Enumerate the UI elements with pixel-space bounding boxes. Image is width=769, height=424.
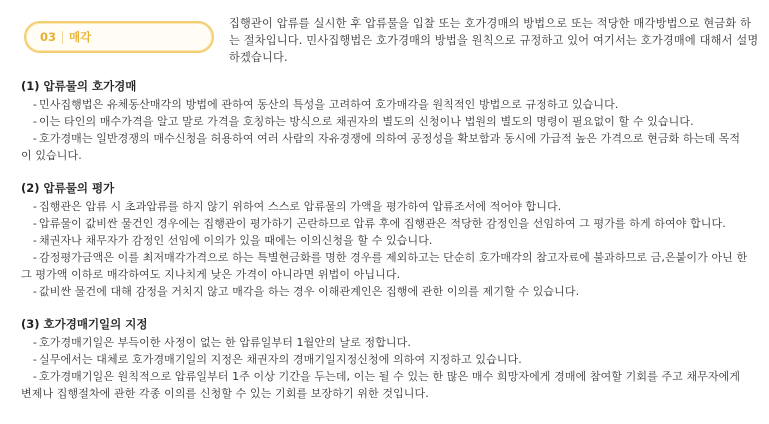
section-auction-date — [21, 316, 749, 402]
list-item: - 압류물이 값비싼 물건인 경우에는 집행관이 평가하기 곤란하므로 압류 후에 집행관은 적당한 감정인을 선임하여 그 평가를 하게 하여야 합니다. — [32, 217, 726, 230]
list-item: - 실무에서는 대체로 호가경매기일의 지정은 채권자의 경매기일지정신청에 의하여 지정하고 있습니다. — [32, 353, 522, 366]
subsection-title: (3) 호가경매기일의 지정 — [21, 317, 148, 331]
list-item: - 집행관은 압류 시 초과압류를 하지 않기 위하여 스스로 압류물의 가액을 평가하여 압류조서에 적어야 합니다. — [32, 200, 562, 213]
subsection-title: (1) 압류물의 호가경매 — [21, 79, 137, 93]
section-auction — [21, 78, 749, 164]
section-number: 03 — [40, 30, 57, 44]
section-badge — [24, 21, 214, 53]
section-title: 매각 — [69, 30, 92, 44]
subsection-title: (2) 압류물의 평가 — [21, 181, 115, 195]
list-item: - 민사집행법은 유체동산매각의 방법에 관하여 동산의 특성을 고려하여 호가매각을 원칙적인 방법으로 규정하고 있습니다. — [32, 98, 619, 111]
list-item: - 호가경매기일은 원칙적으로 압류일부터 1주 이상 기간을 두는데, 이는 될 수 있는 한 많은 매수 희망자에게 경매에 참여할 기회를 주고 채무자에게 변제나 집행절차에 관한 각종 이의를 신청할 수 있는 기회를 보장하기 위한 것입니다. — [21, 370, 741, 400]
badge-divider — [62, 31, 63, 44]
content-body — [21, 78, 749, 418]
list-item: - 호가경매는 일반경쟁의 매수신청을 허용하여 여러 사람의 자유경쟁에 의하여 공정성을 확보함과 동시에 가급적 높은 가격으로 현금화 하는데 목적이 있습니다. — [21, 132, 741, 162]
intro-paragraph: 집행관이 압류를 실시한 후 압류물을 입찰 또는 호가경매의 방법으로 또는 적당한 매각방법으로 현금화 하는 절차입니다. 민사집행법은 호가경매의 방법을 원칙으로 규정하고 있어 여기서는 호가경매에 대해서 설명하겠습니다. — [229, 17, 759, 64]
list-item: - 감정평가금액은 이를 최저매각가격으로 하는 특별현금화를 명한 경우를 제외하고는 단순히 호가매각의 참고자료에 불과하므로 금,은붙이가 아닌 한 그 평가액 이하로 매각하여도 지나치게 낮은 가격이 아니라면 위법이 아닙니다. — [21, 251, 748, 281]
list-item: - 채권자나 채무자가 감정인 선임에 이의가 있을 때에는 이의신청을 할 수 있습니다. — [32, 234, 433, 247]
list-item: - 이는 타인의 매수가격을 알고 말로 가격을 호칭하는 방식으로 채권자의 별도의 신청이나 법원의 별도의 명령이 필요없이 할 수 있습니다. — [32, 115, 694, 128]
list-item: - 값비싼 물건에 대해 감정을 거치지 않고 매각을 하는 경우 이해관계인은 집행에 관한 이의를 제기할 수 있습니다. — [32, 285, 580, 298]
section-valuation — [21, 180, 749, 300]
list-item: - 호가경매기일은 부득이한 사정이 없는 한 압류일부터 1월안의 날로 정합니다. — [32, 336, 411, 349]
